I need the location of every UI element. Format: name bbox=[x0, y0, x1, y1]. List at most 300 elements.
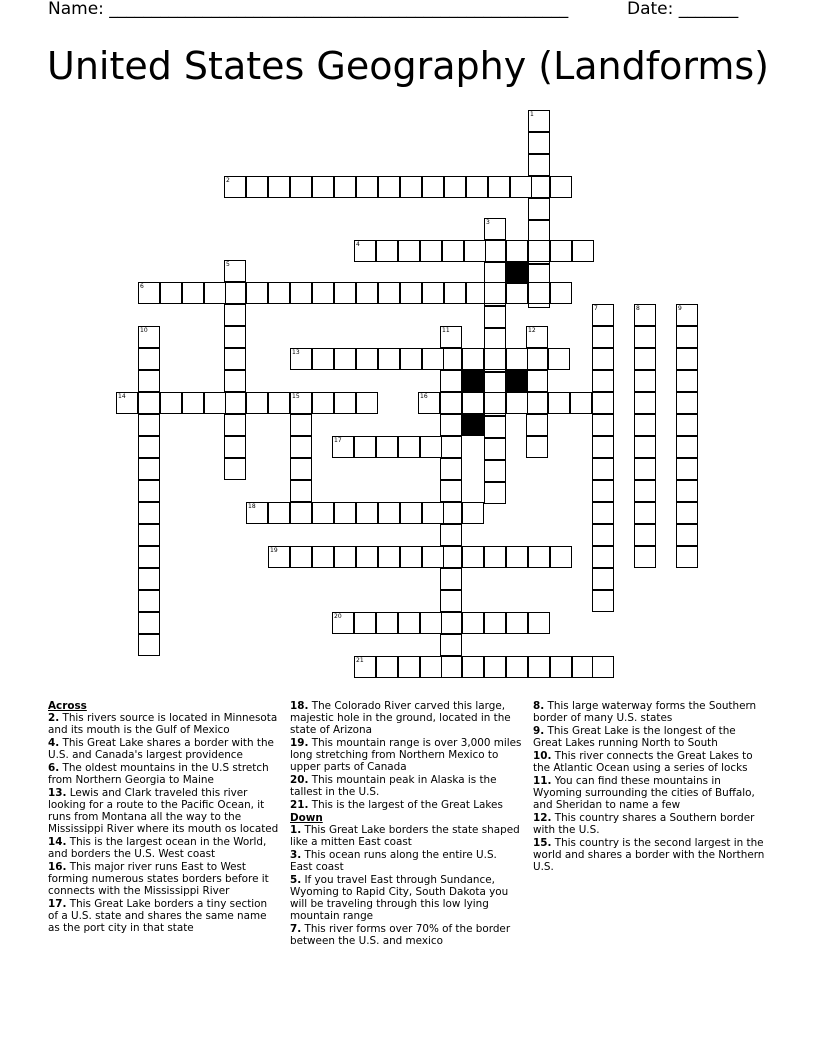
clue-text: This Great Lake borders a tiny section of a U.S. state and shares the same name as the port city in that state bbox=[48, 898, 268, 934]
crossword-cell[interactable] bbox=[528, 198, 550, 220]
crossword-cell[interactable] bbox=[138, 370, 160, 392]
clue-item bbox=[533, 725, 765, 749]
crossword-cell[interactable] bbox=[440, 436, 462, 458]
crossword-cell[interactable] bbox=[676, 524, 698, 546]
clue-text: You can find these mountains in Wyoming surrounding the cities of Buffalo, and Sheridan to name a few bbox=[533, 775, 755, 811]
crossword-cell[interactable] bbox=[466, 176, 488, 198]
crossword-cell[interactable] bbox=[312, 502, 334, 524]
crossword-cell[interactable] bbox=[138, 392, 160, 414]
clue-number: 20. bbox=[290, 774, 309, 786]
crossword-cell[interactable] bbox=[376, 656, 398, 678]
crossword-cell[interactable] bbox=[592, 392, 614, 414]
crossword-cell[interactable] bbox=[634, 546, 656, 568]
crossword-cell[interactable] bbox=[268, 282, 290, 304]
crossword-cell[interactable] bbox=[182, 392, 204, 414]
crossword-cell[interactable] bbox=[398, 436, 420, 458]
crossword-cell[interactable] bbox=[484, 612, 506, 634]
crossword-cell[interactable] bbox=[592, 568, 614, 590]
crossword-cell[interactable] bbox=[420, 612, 442, 634]
crossword-cell[interactable] bbox=[354, 612, 376, 634]
clue-number-label: 1 bbox=[530, 111, 534, 118]
page-title: United States Geography (Landforms) bbox=[47, 44, 769, 88]
crossword-cell[interactable] bbox=[138, 590, 160, 612]
crossword-cell[interactable] bbox=[224, 392, 246, 414]
clue-number-label: 13 bbox=[292, 349, 300, 356]
crossword-cell[interactable] bbox=[332, 612, 354, 634]
clue-item bbox=[48, 762, 280, 786]
down-heading: Down bbox=[290, 812, 323, 824]
crossword-cell[interactable] bbox=[224, 326, 246, 348]
clue-text: This ocean runs along the entire U.S. East coast bbox=[290, 849, 497, 873]
crossword-cell[interactable] bbox=[312, 176, 334, 198]
crossword-cell[interactable] bbox=[334, 176, 356, 198]
crossword-cell[interactable] bbox=[224, 348, 246, 370]
crossword-cell[interactable] bbox=[528, 110, 550, 132]
clue-text: This large waterway forms the Southern border of many U.S. states bbox=[533, 700, 757, 724]
crossword-cell[interactable] bbox=[116, 392, 138, 414]
crossword-cell[interactable] bbox=[356, 502, 378, 524]
crossword-cell[interactable] bbox=[634, 392, 656, 414]
crossword-cell[interactable] bbox=[354, 656, 376, 678]
crossword-cell[interactable] bbox=[484, 306, 506, 328]
crossword-cell[interactable] bbox=[676, 502, 698, 524]
name-field[interactable]: Name: ______________________________________________________ bbox=[48, 0, 569, 19]
crossword-cell[interactable] bbox=[418, 392, 440, 414]
crossword-cell[interactable] bbox=[312, 546, 334, 568]
crossword-cell[interactable] bbox=[506, 348, 528, 370]
crossword-cell[interactable] bbox=[528, 546, 550, 568]
clue-item bbox=[48, 836, 280, 860]
crossword-cell[interactable] bbox=[510, 176, 532, 198]
crossword-cell[interactable] bbox=[484, 282, 506, 304]
crossword-cell[interactable] bbox=[440, 612, 462, 634]
clue-item bbox=[290, 849, 522, 873]
clue-text: This is the largest of the Great Lakes bbox=[308, 799, 503, 811]
crossword-cell[interactable] bbox=[676, 436, 698, 458]
crossword-cell[interactable] bbox=[634, 458, 656, 480]
crossword-cell[interactable] bbox=[334, 546, 356, 568]
crossword-cell[interactable] bbox=[526, 370, 548, 392]
crossword-cell[interactable] bbox=[398, 656, 420, 678]
crossword-cell[interactable] bbox=[378, 348, 400, 370]
crossword-cell[interactable] bbox=[526, 436, 548, 458]
crossword-cell[interactable] bbox=[440, 568, 462, 590]
clues-column-1 bbox=[48, 700, 280, 935]
crossword-cell[interactable] bbox=[440, 634, 462, 656]
clue-item bbox=[290, 824, 522, 848]
clue-item bbox=[290, 737, 522, 773]
crossword-cell[interactable] bbox=[592, 304, 614, 326]
crossword-cell[interactable] bbox=[182, 282, 204, 304]
clue-number: 8. bbox=[533, 700, 545, 712]
crossword-cell[interactable] bbox=[484, 656, 506, 678]
clue-number-label: 20 bbox=[334, 613, 342, 620]
crossword-cell[interactable] bbox=[290, 546, 312, 568]
crossword-cell[interactable] bbox=[422, 282, 444, 304]
crossword-cell[interactable] bbox=[592, 656, 614, 678]
crossword-cell[interactable] bbox=[422, 348, 444, 370]
crossword-cell[interactable] bbox=[312, 392, 334, 414]
crossword-cell[interactable] bbox=[592, 502, 614, 524]
crossword-cell[interactable] bbox=[634, 326, 656, 348]
crossword-cell[interactable] bbox=[676, 414, 698, 436]
crossword-cell[interactable] bbox=[634, 414, 656, 436]
crossword-cell[interactable] bbox=[488, 176, 510, 198]
crossword-cell[interactable] bbox=[290, 502, 312, 524]
clue-item bbox=[290, 799, 522, 811]
crossword-cell[interactable] bbox=[334, 348, 356, 370]
crossword-cell[interactable] bbox=[334, 502, 356, 524]
clue-text: This major river runs East to West forming numerous states borders before it connects with the Mississippi River bbox=[48, 861, 269, 897]
clue-item bbox=[48, 737, 280, 761]
crossword-cell[interactable] bbox=[400, 282, 422, 304]
clue-number-label: 3 bbox=[486, 219, 490, 226]
crossword-cell[interactable] bbox=[526, 348, 548, 370]
crossword-cell[interactable] bbox=[634, 480, 656, 502]
crossword-cell[interactable] bbox=[356, 546, 378, 568]
clue-item bbox=[290, 923, 522, 947]
crossword-cell[interactable] bbox=[592, 546, 614, 568]
crossword-cell[interactable] bbox=[356, 282, 378, 304]
crossword-cell[interactable] bbox=[528, 656, 550, 678]
clue-item bbox=[48, 712, 280, 736]
clue-item bbox=[533, 775, 765, 811]
crossword-cell[interactable] bbox=[138, 480, 160, 502]
clue-number: 7. bbox=[290, 923, 302, 935]
clue-number-label: 9 bbox=[678, 305, 682, 312]
crossword-cell[interactable] bbox=[464, 240, 486, 262]
crossword-cell[interactable] bbox=[484, 240, 506, 262]
crossword-cell[interactable] bbox=[420, 656, 442, 678]
crossword-cell[interactable] bbox=[444, 282, 466, 304]
crossword-cell[interactable] bbox=[592, 370, 614, 392]
crossword-cell[interactable] bbox=[376, 436, 398, 458]
crossword-cell[interactable] bbox=[440, 392, 462, 414]
crossword-cell[interactable] bbox=[400, 502, 422, 524]
across-heading: Across bbox=[48, 700, 87, 712]
crossword-cell[interactable] bbox=[528, 132, 550, 154]
crossword-cell[interactable] bbox=[550, 656, 572, 678]
crossword-cell[interactable] bbox=[462, 546, 484, 568]
crossword-cell[interactable] bbox=[138, 458, 160, 480]
clue-number-label: 4 bbox=[356, 241, 360, 248]
crossword-cell[interactable] bbox=[440, 590, 462, 612]
crossword-cell[interactable] bbox=[290, 176, 312, 198]
crossword-cell[interactable] bbox=[378, 282, 400, 304]
crossword-cell[interactable] bbox=[290, 436, 312, 458]
crossword-cell[interactable] bbox=[376, 612, 398, 634]
crossword-cell[interactable] bbox=[290, 282, 312, 304]
crossword-cell[interactable] bbox=[420, 240, 442, 262]
crossword-cell[interactable] bbox=[332, 436, 354, 458]
clue-number-label: 5 bbox=[226, 261, 230, 268]
clue-item bbox=[290, 874, 522, 922]
crossword-cell[interactable] bbox=[312, 282, 334, 304]
crossword-cell[interactable] bbox=[378, 502, 400, 524]
crossword-cell[interactable] bbox=[506, 546, 528, 568]
clue-text: This Great Lake borders the state shaped like a mitten East coast bbox=[290, 824, 520, 848]
crossword-cell[interactable] bbox=[422, 502, 444, 524]
clue-text: This country is the second largest in the world and shares a border with the Northern U.S. bbox=[533, 837, 765, 873]
crossword-cell[interactable] bbox=[570, 392, 592, 414]
crossword-cell[interactable] bbox=[268, 502, 290, 524]
crossword-cell[interactable] bbox=[440, 458, 462, 480]
crossword-cell[interactable] bbox=[442, 240, 464, 262]
crossword-cell[interactable] bbox=[398, 240, 420, 262]
crossword-cell[interactable] bbox=[634, 436, 656, 458]
clue-number-label: 10 bbox=[140, 327, 148, 334]
crossword-cell[interactable] bbox=[290, 414, 312, 436]
crossword-cell[interactable] bbox=[528, 220, 550, 242]
crossword-cell[interactable] bbox=[676, 392, 698, 414]
crossword-cell[interactable] bbox=[356, 176, 378, 198]
crossword-cell[interactable] bbox=[676, 326, 698, 348]
crossword-cell[interactable] bbox=[528, 154, 550, 176]
crossword-cell[interactable] bbox=[334, 282, 356, 304]
clue-number-label: 21 bbox=[356, 657, 364, 664]
crossword-cell[interactable] bbox=[204, 282, 226, 304]
clue-number: 17. bbox=[48, 898, 67, 910]
crossword-cell[interactable] bbox=[420, 436, 442, 458]
crossword-cell[interactable] bbox=[376, 240, 398, 262]
crossword-cell[interactable] bbox=[444, 176, 466, 198]
crossword-cell[interactable] bbox=[484, 372, 506, 394]
crossword-cell[interactable] bbox=[526, 392, 548, 414]
crossword-cell[interactable] bbox=[550, 282, 572, 304]
crossword-cell[interactable] bbox=[354, 240, 376, 262]
clues-column-2 bbox=[290, 700, 522, 948]
crossword-cell[interactable] bbox=[268, 176, 290, 198]
date-field[interactable]: Date: _______ bbox=[627, 0, 739, 19]
crossword-cell[interactable] bbox=[550, 240, 572, 262]
clue-item bbox=[533, 750, 765, 774]
clue-text: This river forms over 70% of the border between the U.S. and mexico bbox=[290, 923, 511, 947]
clue-number: 10. bbox=[533, 750, 552, 762]
crossword-cell[interactable] bbox=[528, 240, 550, 262]
crossword-cell[interactable] bbox=[462, 656, 484, 678]
crossword-cell[interactable] bbox=[440, 326, 462, 348]
clue-number: 19. bbox=[290, 737, 309, 749]
crossword-cell[interactable] bbox=[572, 656, 594, 678]
crossword-cell[interactable] bbox=[550, 546, 572, 568]
crossword-cell[interactable] bbox=[484, 482, 506, 504]
crossword-cell[interactable] bbox=[354, 436, 376, 458]
clue-number: 9. bbox=[533, 725, 545, 737]
crossword-cell[interactable] bbox=[462, 348, 484, 370]
crossword-cell[interactable] bbox=[484, 438, 506, 460]
clue-number: 13. bbox=[48, 787, 67, 799]
clue-number: 2. bbox=[48, 712, 60, 724]
crossword-cell[interactable] bbox=[224, 304, 246, 326]
crossword-cell[interactable] bbox=[290, 348, 312, 370]
crossword-cell[interactable] bbox=[676, 304, 698, 326]
crossword-cell[interactable] bbox=[290, 458, 312, 480]
crossword-cell[interactable] bbox=[138, 436, 160, 458]
crossword-cell[interactable] bbox=[224, 414, 246, 436]
crossword-cell[interactable] bbox=[676, 348, 698, 370]
crossword-cell[interactable] bbox=[160, 282, 182, 304]
crossword-cell[interactable] bbox=[138, 634, 160, 656]
crossword-cell[interactable] bbox=[224, 370, 246, 392]
clue-item bbox=[290, 700, 522, 736]
crossword-cell[interactable] bbox=[138, 348, 160, 370]
crossword-cell[interactable] bbox=[440, 414, 462, 436]
clue-item bbox=[48, 898, 280, 934]
crossword-cell[interactable] bbox=[462, 612, 484, 634]
clue-number-label: 11 bbox=[442, 327, 450, 334]
crossword-cell[interactable] bbox=[246, 176, 268, 198]
crossword-cell[interactable] bbox=[526, 414, 548, 436]
crossword-cell[interactable] bbox=[484, 328, 506, 350]
crossword-cell[interactable] bbox=[290, 392, 312, 414]
clue-number: 16. bbox=[48, 861, 67, 873]
crossword-cell[interactable] bbox=[676, 458, 698, 480]
crossword-cell[interactable] bbox=[506, 240, 528, 262]
crossword-cell[interactable] bbox=[592, 590, 614, 612]
crossword-cell[interactable] bbox=[484, 262, 506, 284]
crossword-cell[interactable] bbox=[592, 480, 614, 502]
crossword-cell[interactable] bbox=[592, 524, 614, 546]
crossword-cell[interactable] bbox=[592, 436, 614, 458]
crossword-cell[interactable] bbox=[592, 458, 614, 480]
crossword-cell[interactable] bbox=[400, 546, 422, 568]
clue-number-label: 7 bbox=[594, 305, 598, 312]
crossword-cell[interactable] bbox=[138, 282, 160, 304]
crossword-cell[interactable] bbox=[484, 460, 506, 482]
clue-text: If you travel East through Sundance, Wyoming to Rapid City, South Dakota you will be traveling through this low lying mountain range bbox=[290, 874, 509, 922]
clue-number-label: 18 bbox=[248, 503, 256, 510]
crossword-cell[interactable] bbox=[400, 176, 422, 198]
crossword-cell[interactable] bbox=[526, 326, 548, 348]
crossword-cell[interactable] bbox=[160, 392, 182, 414]
crossword-cell[interactable] bbox=[400, 348, 422, 370]
crossword-cell[interactable] bbox=[356, 392, 378, 414]
clues-column-3 bbox=[533, 700, 765, 874]
crossword-cell[interactable] bbox=[440, 656, 462, 678]
crossword-cell[interactable] bbox=[676, 480, 698, 502]
clue-number: 18. bbox=[290, 700, 309, 712]
crossword-cell[interactable] bbox=[572, 240, 594, 262]
clue-number: 11. bbox=[533, 775, 552, 787]
clue-number-label: 19 bbox=[270, 547, 278, 554]
crossword-cell[interactable] bbox=[224, 436, 246, 458]
clue-text: This river connects the Great Lakes to the Atlantic Ocean using a series of locks bbox=[533, 750, 753, 774]
crossword-cell[interactable] bbox=[422, 176, 444, 198]
crossword-cell[interactable] bbox=[334, 392, 356, 414]
crossword-cell[interactable] bbox=[528, 612, 550, 634]
clue-text: The oldest mountains in the U.S stretch from Northern Georgia to Maine bbox=[48, 762, 269, 786]
crossword-cell[interactable] bbox=[634, 304, 656, 326]
crossword-cell[interactable] bbox=[398, 612, 420, 634]
crossword-cell[interactable] bbox=[462, 502, 484, 524]
crossword-cell[interactable] bbox=[312, 348, 334, 370]
clue-text: This mountain peak in Alaska is the tallest in the U.S. bbox=[290, 774, 497, 798]
crossword-cell[interactable] bbox=[550, 176, 572, 198]
crossword-cell[interactable] bbox=[440, 370, 462, 392]
crossword-cell[interactable] bbox=[138, 524, 160, 546]
crossword-cell[interactable] bbox=[138, 502, 160, 524]
clue-item bbox=[533, 700, 765, 724]
clue-item bbox=[290, 774, 522, 798]
clue-text: The Colorado River carved this large, majestic hole in the ground, located in the state of Arizona bbox=[290, 700, 511, 736]
clue-item bbox=[533, 837, 765, 873]
crossword-cell[interactable] bbox=[138, 612, 160, 634]
crossword-cell[interactable] bbox=[378, 176, 400, 198]
clue-number: 4. bbox=[48, 737, 60, 749]
clue-number-label: 8 bbox=[636, 305, 640, 312]
crossword-cell[interactable] bbox=[138, 568, 160, 590]
clue-number-label: 12 bbox=[528, 327, 536, 334]
clue-number-label: 6 bbox=[140, 283, 144, 290]
crossword-cell[interactable] bbox=[548, 392, 570, 414]
clue-text: This is the largest ocean in the World, and borders the U.S. West coast bbox=[48, 836, 267, 860]
crossword-cell[interactable] bbox=[246, 282, 268, 304]
crossword-cell[interactable] bbox=[462, 392, 484, 414]
crossword-cell[interactable] bbox=[592, 348, 614, 370]
crossword-cell[interactable] bbox=[484, 416, 506, 438]
crossword-cell[interactable] bbox=[224, 176, 246, 198]
crossword-cell[interactable] bbox=[246, 502, 268, 524]
clue-item bbox=[48, 861, 280, 897]
crossword-cell[interactable] bbox=[378, 546, 400, 568]
crossword-cell[interactable] bbox=[676, 370, 698, 392]
crossword-cell[interactable] bbox=[224, 458, 246, 480]
crossword-cell[interactable] bbox=[634, 524, 656, 546]
crossword-cell[interactable] bbox=[224, 282, 246, 304]
crossword-cell[interactable] bbox=[592, 326, 614, 348]
crossword-cell[interactable] bbox=[634, 370, 656, 392]
crossword-cell[interactable] bbox=[290, 480, 312, 502]
crossword-cell[interactable] bbox=[268, 546, 290, 568]
crossword-cell[interactable] bbox=[634, 348, 656, 370]
crossword-cell[interactable] bbox=[246, 392, 268, 414]
crossword-cell[interactable] bbox=[204, 392, 226, 414]
blocked-cell bbox=[506, 262, 528, 284]
crossword-cell[interactable] bbox=[592, 414, 614, 436]
crossword-cell[interactable] bbox=[440, 480, 462, 502]
clue-number: 3. bbox=[290, 849, 302, 861]
clue-number: 15. bbox=[533, 837, 552, 849]
blocked-cell bbox=[462, 370, 484, 392]
crossword-cell[interactable] bbox=[138, 326, 160, 348]
crossword-cell[interactable] bbox=[506, 656, 528, 678]
crossword-cell[interactable] bbox=[634, 502, 656, 524]
crossword-cell[interactable] bbox=[440, 524, 462, 546]
clue-number: 21. bbox=[290, 799, 309, 811]
crossword-cell[interactable] bbox=[484, 546, 506, 568]
crossword-cell[interactable] bbox=[484, 218, 506, 240]
clue-number: 14. bbox=[48, 836, 67, 848]
crossword-cell[interactable] bbox=[268, 392, 290, 414]
crossword-cell[interactable] bbox=[548, 348, 570, 370]
crossword-cell[interactable] bbox=[138, 414, 160, 436]
crossword-cell[interactable] bbox=[506, 392, 528, 414]
crossword-cell[interactable] bbox=[422, 546, 444, 568]
crossword-cell[interactable] bbox=[484, 392, 506, 414]
crossword-cell[interactable] bbox=[506, 612, 528, 634]
clue-number-label: 2 bbox=[226, 177, 230, 184]
crossword-cell[interactable] bbox=[506, 282, 528, 304]
crossword-cell[interactable] bbox=[528, 282, 550, 304]
crossword-cell[interactable] bbox=[224, 260, 246, 282]
crossword-cell[interactable] bbox=[484, 348, 506, 370]
crossword-cell[interactable] bbox=[676, 546, 698, 568]
clue-number: 1. bbox=[290, 824, 302, 836]
clue-number: 6. bbox=[48, 762, 60, 774]
crossword-cell[interactable] bbox=[356, 348, 378, 370]
clue-number-label: 17 bbox=[334, 437, 342, 444]
crossword-cell[interactable] bbox=[138, 546, 160, 568]
